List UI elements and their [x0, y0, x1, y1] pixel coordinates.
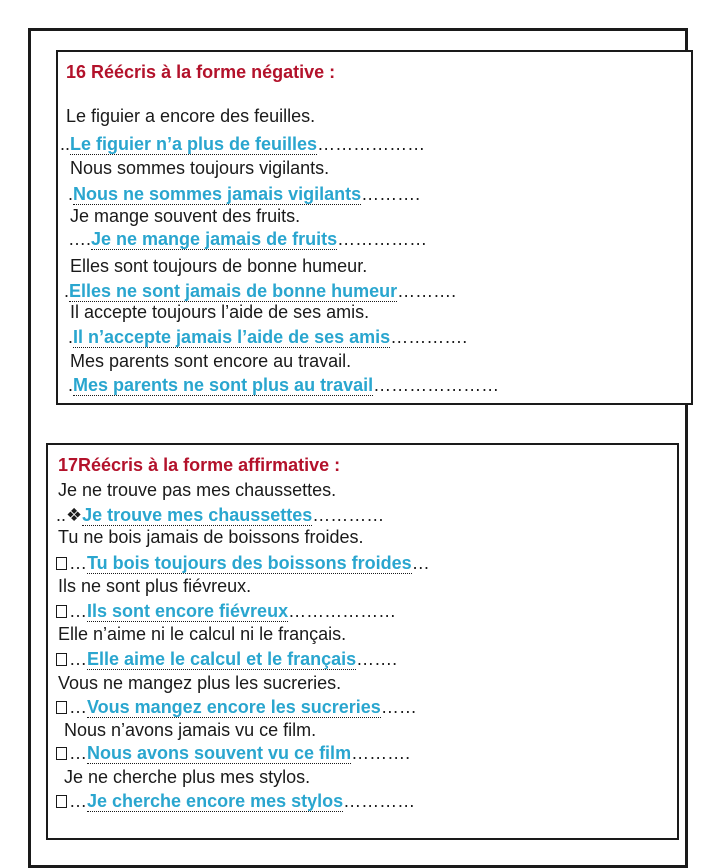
sentence-2: Nous sommes toujours vigilants. — [70, 158, 330, 178]
sentence-1: Le figuier a encore des feuilles. — [66, 106, 316, 126]
answer-5: .Il n’accepte jamais l’aide de ses amis…………. — [68, 327, 468, 347]
sentence-7: Je ne trouve pas mes chaussettes. — [58, 480, 337, 500]
answer-4: .Elles ne sont jamais de bonne humeur………. — [64, 281, 457, 301]
answer-13: …Je cherche encore mes stylos………… — [56, 791, 415, 812]
sentence-5: Il accepte toujours l’aide de ses amis. — [70, 302, 370, 322]
checkbox-icon — [56, 795, 67, 808]
answer-10: …Elle aime le calcul et le français……. — [56, 649, 397, 670]
sentence-13: Je ne cherche plus mes stylos. — [64, 767, 311, 787]
sentence-3: Je mange souvent des fruits. — [70, 206, 301, 226]
sentence-11: Vous ne mangez plus les sucreries. — [58, 673, 342, 693]
checkbox-icon — [56, 747, 67, 760]
sentence-12: Nous n’avons jamais vu ce film. — [64, 720, 317, 740]
checkbox-icon — [56, 605, 67, 618]
exercise-17-title: 17Réécris à la forme affirmative : — [58, 455, 341, 475]
sentence-9: Ils ne sont plus fiévreux. — [58, 576, 252, 596]
sentence-4: Elles sont toujours de bonne humeur. — [70, 256, 368, 276]
answer-12: …Nous avons souvent vu ce film………. — [56, 743, 410, 764]
answer-9: …Ils sont encore fiévreux……………… — [56, 601, 396, 622]
exercise-16-title: 16 Réécris à la forme négative : — [66, 62, 336, 82]
checkbox-icon — [56, 557, 67, 570]
checkbox-icon — [56, 701, 67, 714]
answer-11: …Vous mangez encore les sucreries…… — [56, 697, 417, 718]
sentence-6: Mes parents sont encore au travail. — [70, 351, 352, 371]
answer-8: …Tu bois toujours des boissons froides… — [56, 553, 430, 574]
checkbox-icon — [56, 653, 67, 666]
answer-2: .Nous ne sommes jamais vigilants………. — [68, 184, 421, 204]
sentence-8: Tu ne bois jamais de boissons froides. — [58, 527, 364, 547]
answer-1: ..Le figuier n’a plus de feuilles……………… — [60, 134, 426, 154]
answer-6: .Mes parents ne sont plus au travail………………… — [68, 375, 500, 395]
answer-3: ….Je ne mange jamais de fruits…………… — [68, 229, 428, 249]
sentence-10: Elle n’aime ni le calcul ni le français. — [58, 624, 347, 644]
answer-7: ..❖Je trouve mes chaussettes………… — [56, 505, 385, 525]
